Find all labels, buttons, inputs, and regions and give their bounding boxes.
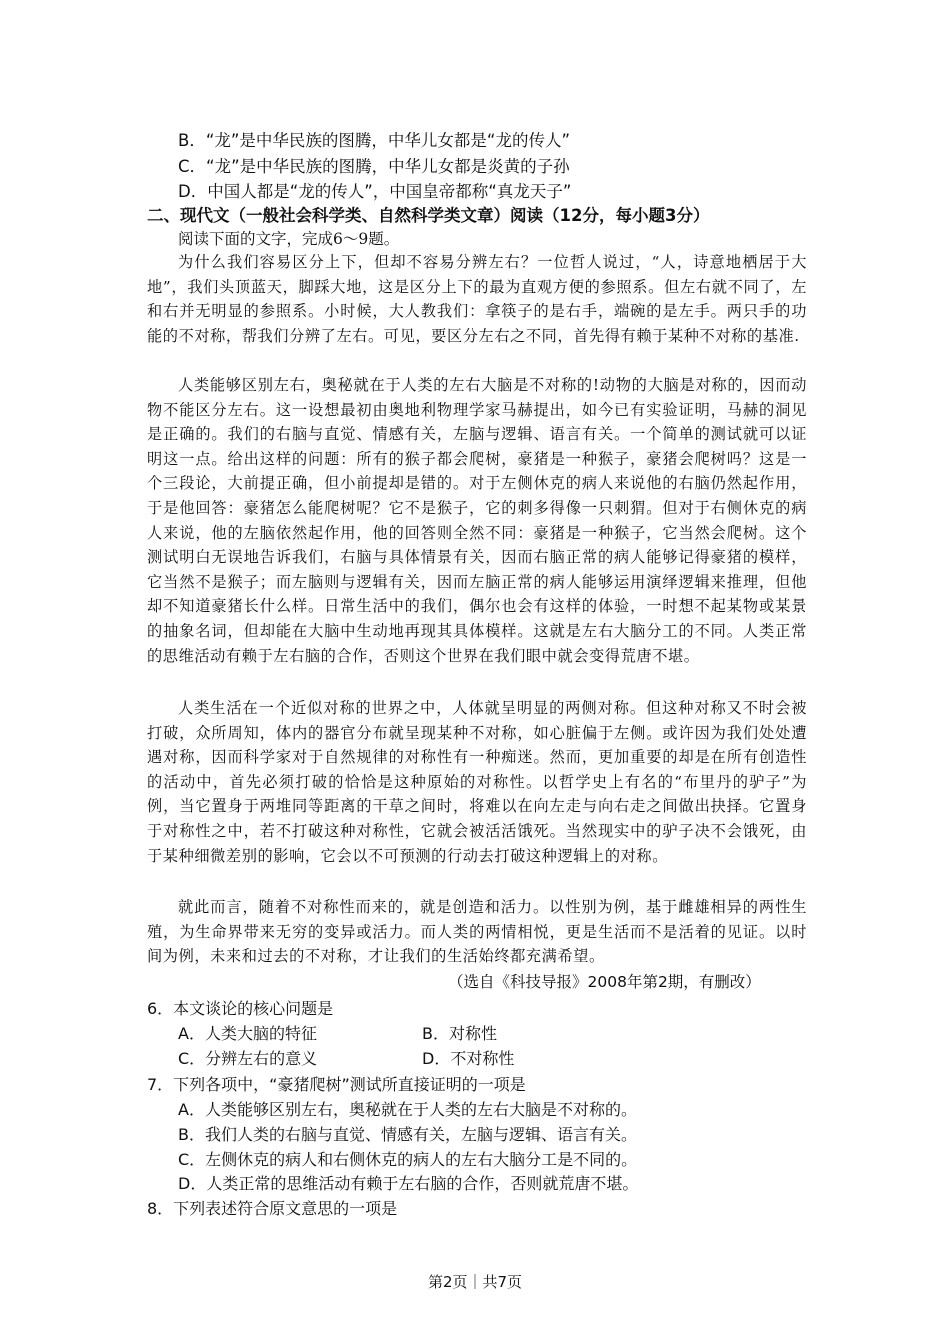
question-7-option-c: C．左侧休克的病人和右侧休克的病人的左右大脑分工是不同的。: [178, 1150, 638, 1169]
prev-option-b: B．“龙”是中华民族的图腾，中华儿女都是“龙的传人”: [178, 131, 571, 150]
question-6-option-c: C．分辨左右的意义: [178, 1049, 318, 1068]
question-7-stem: 7．下列各项中，“豪猪爬树”测试所直接证明的一项是: [147, 1075, 526, 1094]
section-heading: 二、现代文（一般社会科学类、自然科学类文章）阅读（12分，每小题3分）: [147, 206, 710, 225]
question-6-option-b: B．对称性: [422, 1024, 497, 1043]
question-6-option-d: D．不对称性: [422, 1049, 515, 1068]
question-7-option-b: B．我们人类的右脑与直觉、情感有关，左脑与逻辑、语言有关。: [178, 1125, 637, 1144]
question-8-stem: 8．下列表述符合原文意思的一项是: [147, 1199, 398, 1218]
prev-option-c: C．“龙”是中华民族的图腾，中华儿女都是炎黄的子孙: [178, 157, 570, 176]
question-7-option-d: D．人类正常的思维活动有赖于左右脑的合作，否则就荒唐不堪。: [178, 1174, 639, 1193]
passage-source: （选自《科技导报》2008年第2期，有删改）: [448, 973, 761, 991]
question-7-option-a: A．人类能够区别左右，奥秘就在于人类的左右大脑是不对称的。: [178, 1100, 637, 1119]
prev-option-d: D．中国人都是“龙的传人”，中国皇帝都称“真龙天子”: [178, 182, 572, 201]
question-6-option-a: A．人类大脑的特征: [178, 1024, 317, 1043]
passage-paragraph-1: 为什么我们容易区分上下，但却不容易分辨左右？一位哲人说过，“人，诗意地栖居于大地”，我们头顶蓝天，脚踩大地，这是区分上下的最为直观方便的参照系。但左右就不同了，左和右并无明显的参照系。小时候，大人教我们：拿筷子的是右手，端碗的是左手。两只手的功能的不对称，帮我们分辨了左右。可见，要区分左右之不同，首先得有赖于某种不对称的基准.: [147, 253, 807, 345]
page-footer: 第2页｜共7页: [427, 1273, 523, 1291]
question-6-stem: 6．本文谈论的核心问题是: [147, 999, 334, 1018]
passage-paragraph-3: 人类生活在一个近似对称的世界之中，人体就呈明显的两侧对称。但这种对称又不时会被打破，众所周知，体内的器官分布就呈现某种不对称，如心脏偏于左侧。或许因为我们处处遭遇对称，因而科学家对于自然规律的对称性有一种痴迷。然而，更加重要的却是在所有创造性的活动中，首先必须打破的恰恰是这种原始的对称性。以哲学史上有名的“布里丹的驴子”为例，当它置身于两堆同等距离的干草之间时，将难以在向左走与向右走之间做出抉择。它置身于对称性之中，若不打破这种对称性，它就会被活活饿死。当然现实中的驴子决不会饿死，由于某种细微差别的影响，它会以不可预测的行动去打破这种逻辑上的对称。: [147, 699, 807, 865]
passage-paragraph-4: 就此而言，随着不对称性而来的，就是创造和活力。以性别为例，基于雌雄相异的两性生殖，为生命界带来无穷的变异或活力。而人类的两情相悦，更是生活而不是活着的见证。以时间为例，未来和过去的不对称，才让我们的生活始终都充满希望。: [147, 898, 807, 966]
passage-paragraph-2: 人类能够区别左右，奥秘就在于人类的左右大脑是不对称的!动物的大脑是对称的，因而动物不能区分左右。这一设想最初由奥地利物理学家马赫提出，如今已有实验证明，马赫的洞见是正确的。我们的右脑与直觉、情感有关，左脑与逻辑、语言有关。一个简单的测试就可以证明这一点。给出这样的问题：所有的猴子都会爬树，豪猪是一种猴子，豪猪会爬树吗？这是一个三段论，大前提正确，但小前提却是错的。对于左侧休克的病人来说他的右脑仍然起作用，于是他回答：豪猪怎么能爬树呢？它不是猴子，它的刺多得像一只刺猬。但对于右侧休克的病人来说，他的左脑依然起作用，他的回答则全然不同：豪猪是一种猴子，它当然会爬树。这个测试明白无误地告诉我们，右脑与具体情景有关，因而右脑正常的病人能够记得豪猪的模样，它当然不是猴子；而左脑则与逻辑有关，因而左脑正常的病人能够运用演绎逻辑来推理，但他却不知道豪猪长什么样。日常生活中的我们，偶尔也会有这样的体验，一时想不起某物或某景的抽象名词，但却能在大脑中生动地再现其具体模样。这就是左右大脑分工的不同。人类正常的思维活动有赖于左右脑的合作，否则这个世界在我们眼中就会变得荒唐不堪。: [147, 376, 807, 665]
reading-instruction: 阅读下面的文字，完成6～9题。: [178, 230, 400, 248]
